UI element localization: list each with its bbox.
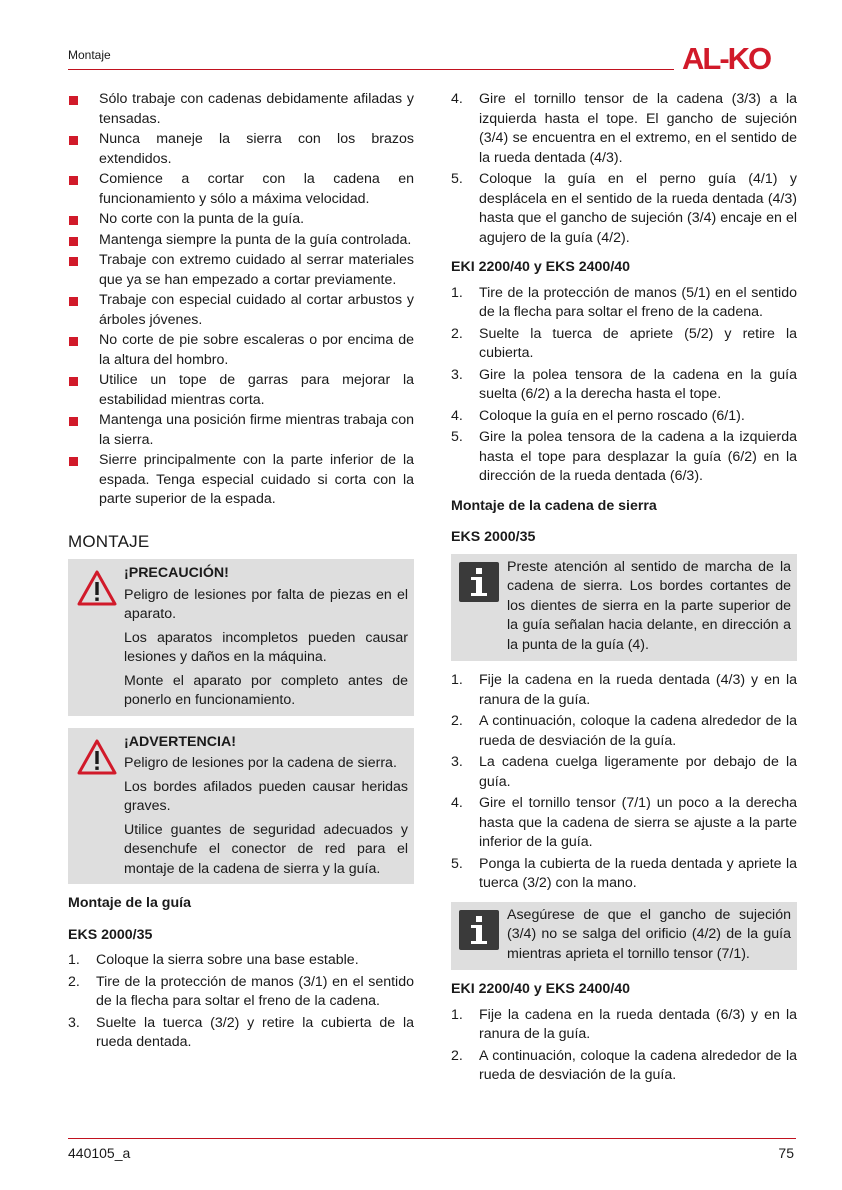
list-item: Trabaje con especial cuidado al cortar arbustos y árboles jóvenes. [68, 291, 414, 330]
list-item: 4. Gire el tornillo tensor de la cadena (3/3) a la izquierda hasta el tope. El gancho de sujeción (3/4) se encuentra en el extremo, en el sentido de la rueda dentada (4/3). [451, 91, 797, 166]
bullet-square-icon [69, 136, 78, 145]
list-item: Mantenga una posición firme mientras trabaja con la sierra. [68, 411, 414, 450]
warning-triangle-icon [76, 569, 118, 607]
bullet-square-icon [69, 337, 78, 346]
document-code: 440105_a [68, 1145, 131, 1161]
model-heading: EKS 2000/35 [451, 529, 536, 545]
alko-logo-text: AL-KO [682, 42, 771, 72]
bullet-square-icon [69, 96, 78, 105]
warning-title: ¡ADVERTENCIA! [124, 733, 236, 750]
list-item: 2. A continuación, coloque la cadena alrededor de la rueda de desviación de la guía. [451, 713, 797, 749]
section-title: MONTAJE [68, 531, 150, 551]
info-text: Asegúrese de que el gancho de sujeción (3/4) no se salga del orificio (4/2) de la guía mientras aprieta el tornillo tensor (7/1). [507, 906, 791, 962]
list-item: 5. Gire la polea tensora de la cadena a la izquierda hasta el tope para desplazar la guía (6/2) en la dirección de la rueda dentada (6/3). [451, 429, 797, 484]
bullet-square-icon [69, 237, 78, 246]
list-item: 3. Suelte la tuerca (3/2) y retire la cubierta de la rueda dentada. [68, 1014, 414, 1050]
warning-triangle-icon [76, 738, 118, 776]
warning-callout [68, 728, 414, 885]
bullet-square-icon [69, 216, 78, 225]
left-column [68, 90, 414, 1055]
list-item: Mantenga siempre la punta de la guía controlada. [68, 231, 414, 251]
list-item: Utilice un tope de garras para mejorar la estabilidad mientras corta. [68, 371, 414, 410]
bullet-square-icon [69, 377, 78, 386]
list-item: 2. A continuación, coloque la cadena alrededor de la rueda de desviación de la guía. [451, 1047, 797, 1083]
list-item: 2. Tire de la protección de manos (3/1) en el sentido de la flecha para soltar el freno de la cadena. [68, 973, 414, 1009]
header-divider [68, 69, 674, 70]
guide-steps-list [68, 951, 414, 1053]
guide-steps-list-continued [451, 90, 797, 248]
list-item: 3. Gire la polea tensora de la cadena en la guía suelta (6/2) a la derecha hasta el tope. [451, 366, 797, 402]
right-column [451, 90, 797, 1088]
bullet-square-icon [69, 257, 78, 266]
caution-callout [68, 559, 414, 716]
model-heading: EKS 2000/35 [68, 926, 153, 943]
section-header-label: Montaje [68, 48, 111, 62]
list-item: 1. Fije la cadena en la rueda dentada (6/3) y en la ranura de la guía. [451, 1006, 797, 1042]
list-item: Trabaje con extremo cuidado al serrar materiales que ya se han empezado a cortar previamente. [68, 251, 414, 290]
footer-divider [68, 1138, 796, 1139]
list-item: 1. Tire de la protección de manos (5/1) en el sentido de la flecha para soltar el freno de la cadena. [451, 284, 797, 320]
bullet-square-icon [69, 176, 78, 185]
list-item: Sierre principalmente con la parte inferior de la espada. Tenga especial cuidado si corta con la parte superior de la espada. [68, 451, 414, 510]
list-item: 1. Coloque la sierra sobre una base estable. [68, 952, 359, 968]
list-item: Nunca maneje la sierra con los brazos extendidos. [68, 130, 414, 169]
list-item: No corte con la punta de la guía. [68, 210, 414, 230]
list-item: 2. Suelte la tuerca de apriete (5/2) y retire la cubierta. [451, 325, 797, 361]
list-item: 4. Coloque la guía en el perno roscado (6/1). [451, 407, 745, 424]
chain-steps-list [451, 671, 797, 894]
info-icon [459, 562, 499, 602]
page-number: 75 [778, 1145, 794, 1161]
caution-text: Los aparatos incompletos pueden causar lesiones y daños en la máquina. [124, 629, 408, 665]
warning-text: Los bordes afilados pueden causar heridas graves. [124, 778, 408, 814]
info-callout [451, 902, 797, 971]
info-text: Preste atención al sentido de marcha de la cadena de sierra. Los bordes cortantes de los dientes de sierra en la parte superior de la guía señalan hacia delante, en dirección a la punta de la guía (4). [507, 558, 791, 653]
bullet-square-icon [69, 417, 78, 426]
list-item: Sólo trabaje con cadenas debidamente afiladas y tensadas. [68, 90, 414, 129]
list-item: Comience a cortar con la cadena en funcionamiento y sólo a máxima velocidad. [68, 170, 414, 209]
list-item: 4. Gire el tornillo tensor (7/1) un poco a la derecha hasta que la cadena de sierra se ajuste a la parte inferior de la guía. [451, 795, 797, 850]
caution-title: ¡PRECAUCIÓN! [124, 565, 229, 581]
warning-text: Peligro de lesiones por la cadena de sierra. [124, 755, 397, 771]
caution-text: Peligro de lesiones por falta de piezas en el aparato. [124, 586, 408, 622]
list-item: No corte de pie sobre escaleras o por encima de la altura del hombro. [68, 331, 414, 370]
model-heading: EKI 2200/40 y EKS 2400/40 [451, 981, 631, 997]
alko-logo [682, 42, 800, 72]
model-heading: EKI 2200/40 y EKS 2400/40 [451, 259, 631, 275]
list-item: 1. Fije la cadena en la rueda dentada (4/3) y en la ranura de la guía. [451, 672, 797, 708]
list-item: 5. Coloque la guía en el perno guía (4/1) y desplácela en el sentido de la rueda dentada (4/3) hasta que el gancho de sujeción (3/4) encaje en el agujero de la guía (4/2). [451, 171, 797, 246]
list-item: 3. La cadena cuelga ligeramente por debajo de la guía. [451, 754, 797, 790]
list-item: 5. Ponga la cubierta de la rueda dentada y apriete la tuerca (3/2) con la mano. [451, 855, 797, 891]
caution-text: Monte el aparato por completo antes de ponerlo en funcionamiento. [124, 672, 408, 708]
eki-guide-steps-list [451, 284, 797, 487]
warning-text: Utilice guantes de seguridad adecuados y desenchufe el conector de red para el montaje de la cadena de sierra y la guía. [124, 821, 408, 877]
guide-mounting-heading: Montaje de la guía [68, 895, 191, 911]
eki-chain-steps-list [451, 1006, 797, 1086]
info-icon [459, 910, 499, 950]
safety-bullet-list [68, 90, 414, 510]
chain-mounting-heading: Montaje de la cadena de sierra [451, 497, 657, 514]
bullet-square-icon [69, 457, 78, 466]
bullet-square-icon [69, 297, 78, 306]
info-callout [451, 554, 797, 662]
